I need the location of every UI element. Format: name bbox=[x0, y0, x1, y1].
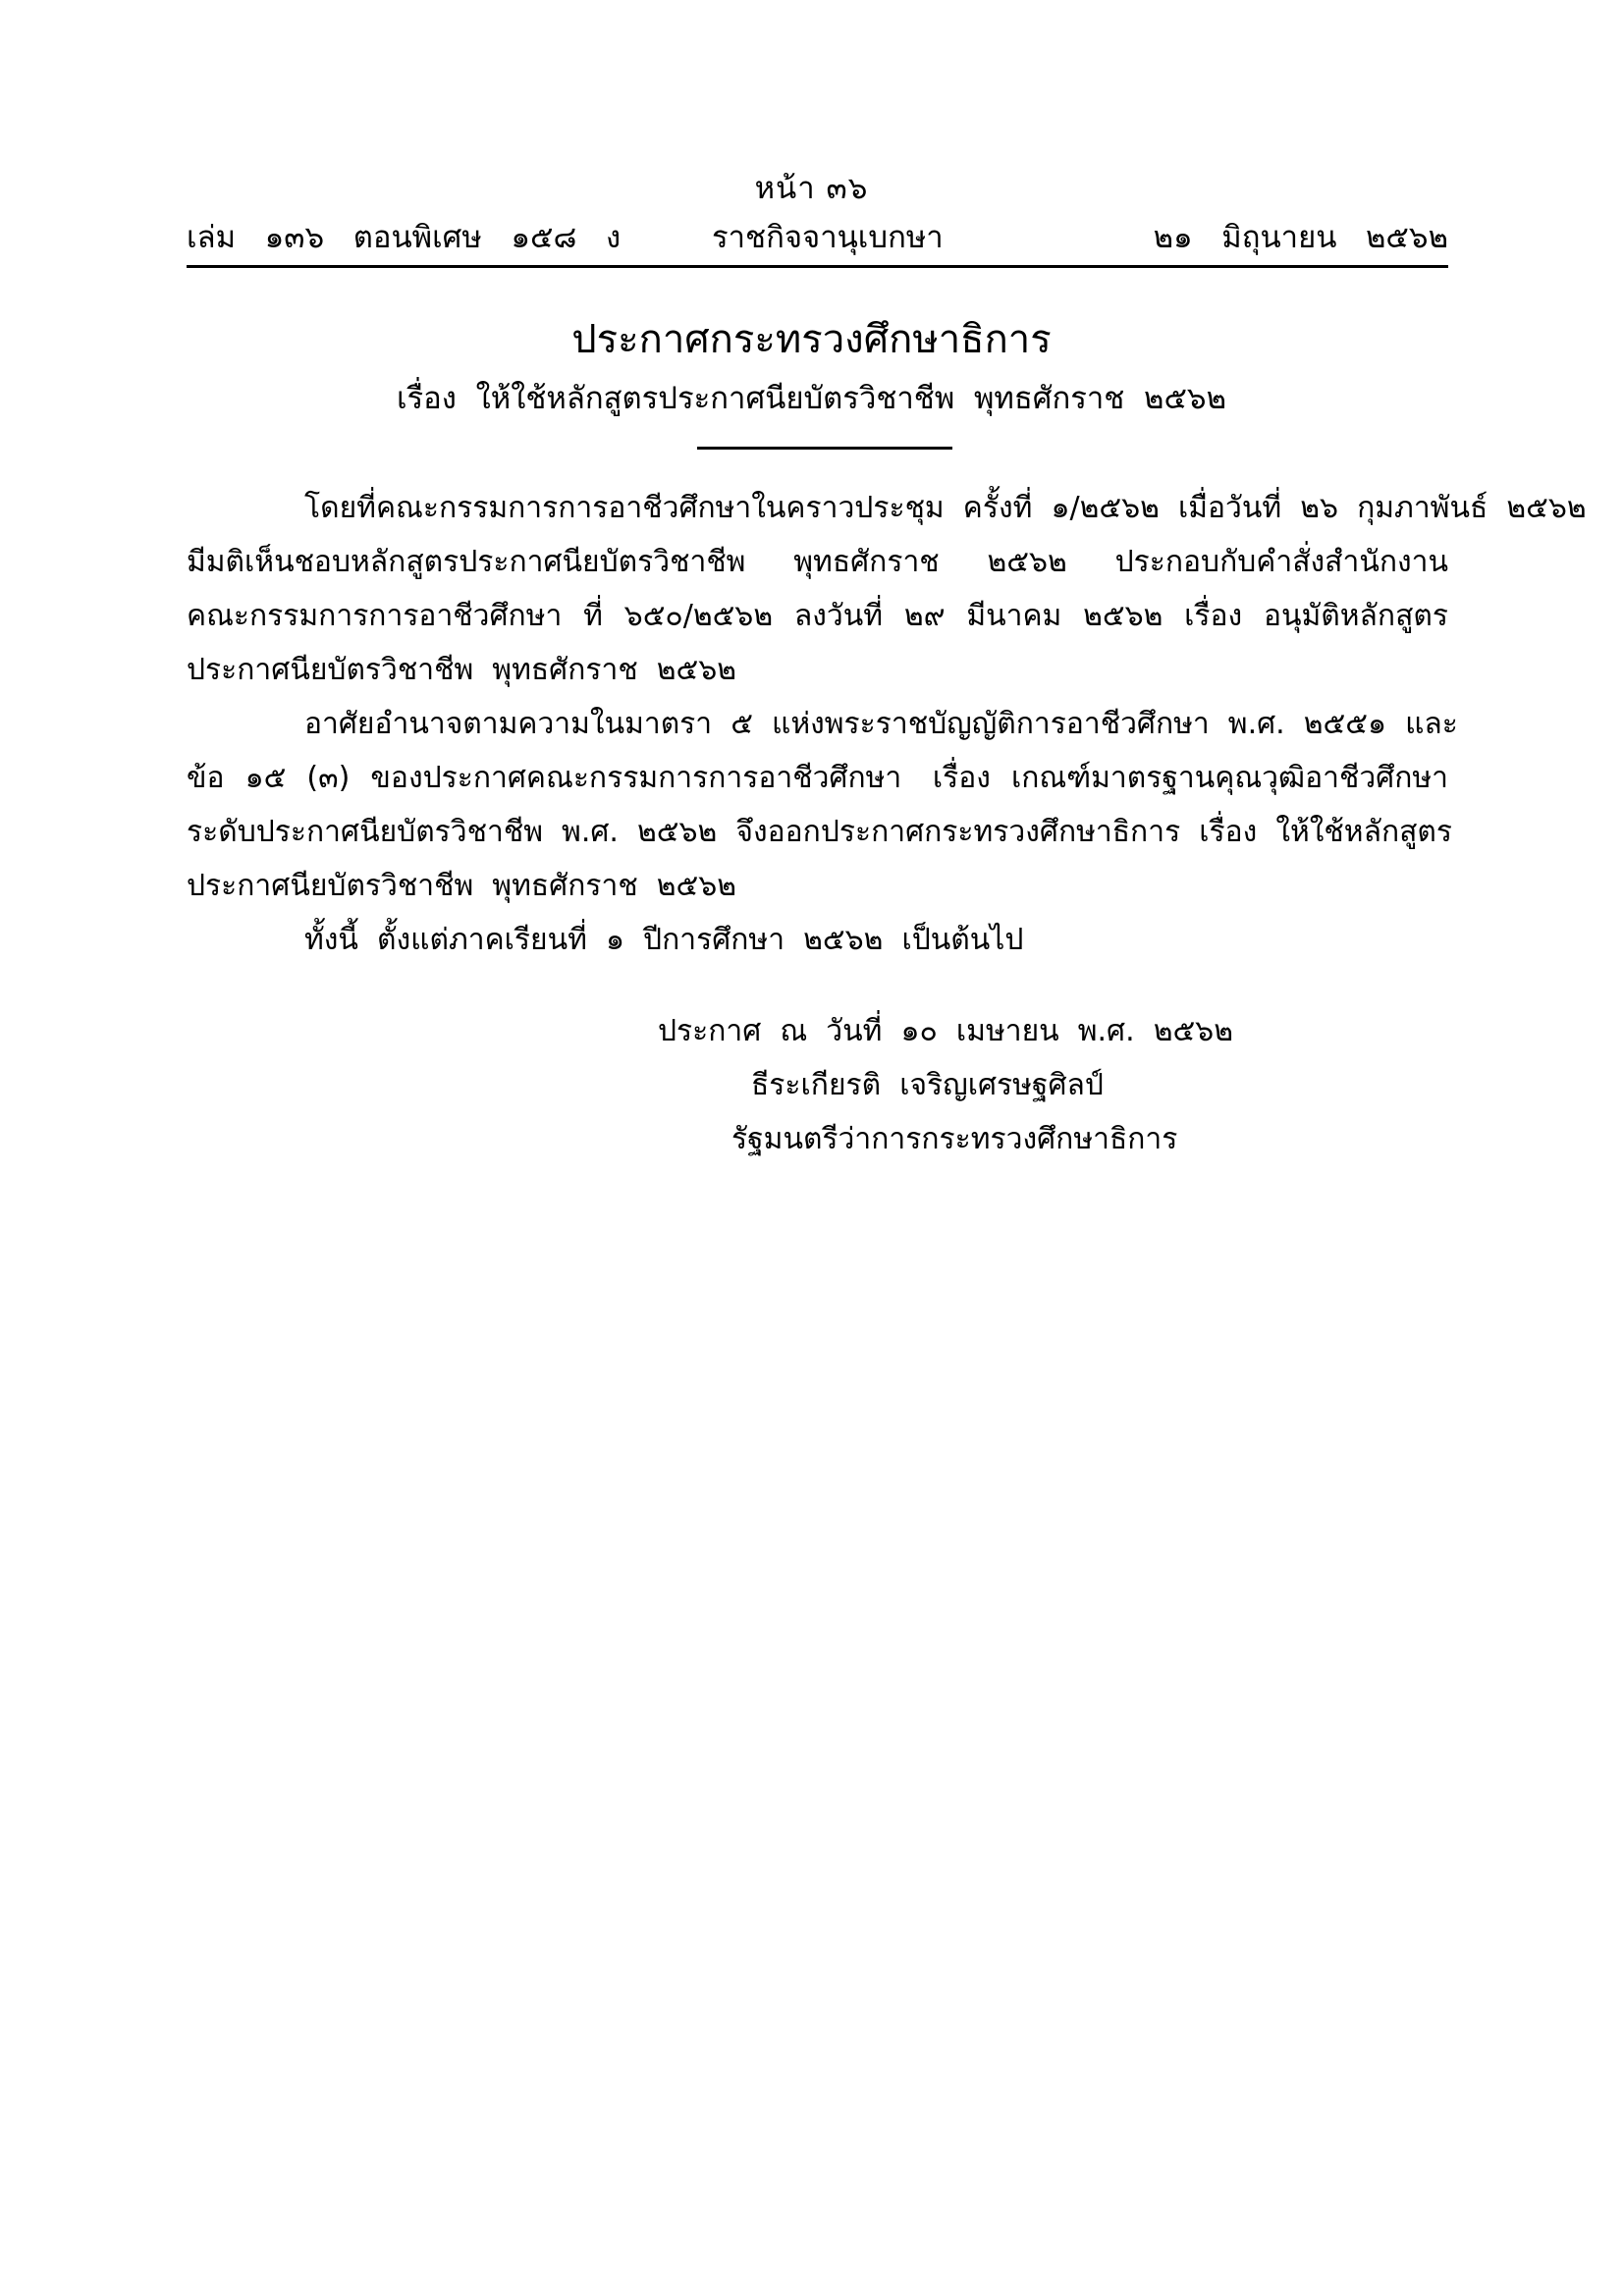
body-line: โดยที่คณะกรรมการการอาชีวศึกษาในคราวประชุม ครั้งที่ ๑/๒๕๖๒ เมื่อวันที่ ๒๖ กุมภาพันธ์ ๒๕๖๒ bbox=[304, 491, 1587, 525]
body-line: ทั้งนี้ ตั้งแต่ภาคเรียนที่ ๑ ปีการศึกษา ๒๕๖๒ เป็นต้นไป bbox=[304, 923, 1024, 957]
body-line: อาศัยอำนาจตามความในมาตรา ๕ แห่งพระราชบัญญัติการอาชีวศึกษา พ.ศ. ๒๕๕๑ และ bbox=[304, 707, 1458, 741]
volume-issue: เล่ม ๑๓๖ ตอนพิเศษ ๑๕๘ ง bbox=[187, 220, 622, 255]
body-line: ประกาศนียบัตรวิชาชีพ พุทธศักราช ๒๕๖๒ bbox=[187, 653, 737, 687]
body-line: มีมติเห็นชอบหลักสูตรประกาศนียบัตรวิชาชีพ พุทธศักราช ๒๕๖๒ ประกอบกับคำสั่งสำนักงาน bbox=[187, 545, 1448, 579]
publication-name: ราชกิจจานุเบกษา bbox=[712, 220, 944, 255]
publication-date: ๒๑ มิถุนายน ๒๕๖๒ bbox=[1153, 220, 1448, 255]
body-line: ประกาศนียบัตรวิชาชีพ พุทธศักราช ๒๕๖๒ bbox=[187, 869, 737, 903]
announcement-date: ประกาศ ณ วันที่ ๑๐ เมษายน พ.ศ. ๒๕๖๒ bbox=[658, 1014, 1233, 1048]
signatory-position: รัฐมนตรีว่าการกระทรวงศึกษาธิการ bbox=[731, 1122, 1178, 1156]
announcement-body bbox=[187, 481, 1587, 967]
announcement-title: ประกาศกระทรวงศึกษาธิการ bbox=[571, 317, 1052, 362]
signatory-name: ธีระเกียรติ เจริญเศรษฐศิลป์ bbox=[751, 1068, 1104, 1102]
header-divider bbox=[187, 265, 1448, 268]
body-line: ข้อ ๑๕ (๓) ของประกาศคณะกรรมการการอาชีวศึกษา เรื่อง เกณฑ์มาตรฐานคุณวุฒิอาชีวศึกษา bbox=[187, 761, 1448, 795]
gazette-header bbox=[187, 216, 1448, 259]
signature-block bbox=[658, 1004, 1247, 1166]
page-number: หน้า ๓๖ bbox=[754, 171, 869, 206]
announcement-subject: เรื่อง ให้ใช้หลักสูตรประกาศนียบัตรวิชาชีพ พุทธศักราช ๒๕๖๒ bbox=[396, 381, 1227, 416]
body-line: คณะกรรมการการอาชีวศึกษา ที่ ๖๕๐/๒๕๖๒ ลงวันที่ ๒๙ มีนาคม ๒๕๖๒ เรื่อง อนุมัติหลักสูตร bbox=[187, 599, 1448, 633]
body-line: ระดับประกาศนียบัตรวิชาชีพ พ.ศ. ๒๕๖๒ จึงออกประกาศกระทรวงศึกษาธิการ เรื่อง ให้ใช้หลักสูตร bbox=[187, 815, 1453, 849]
title-divider bbox=[697, 447, 952, 450]
